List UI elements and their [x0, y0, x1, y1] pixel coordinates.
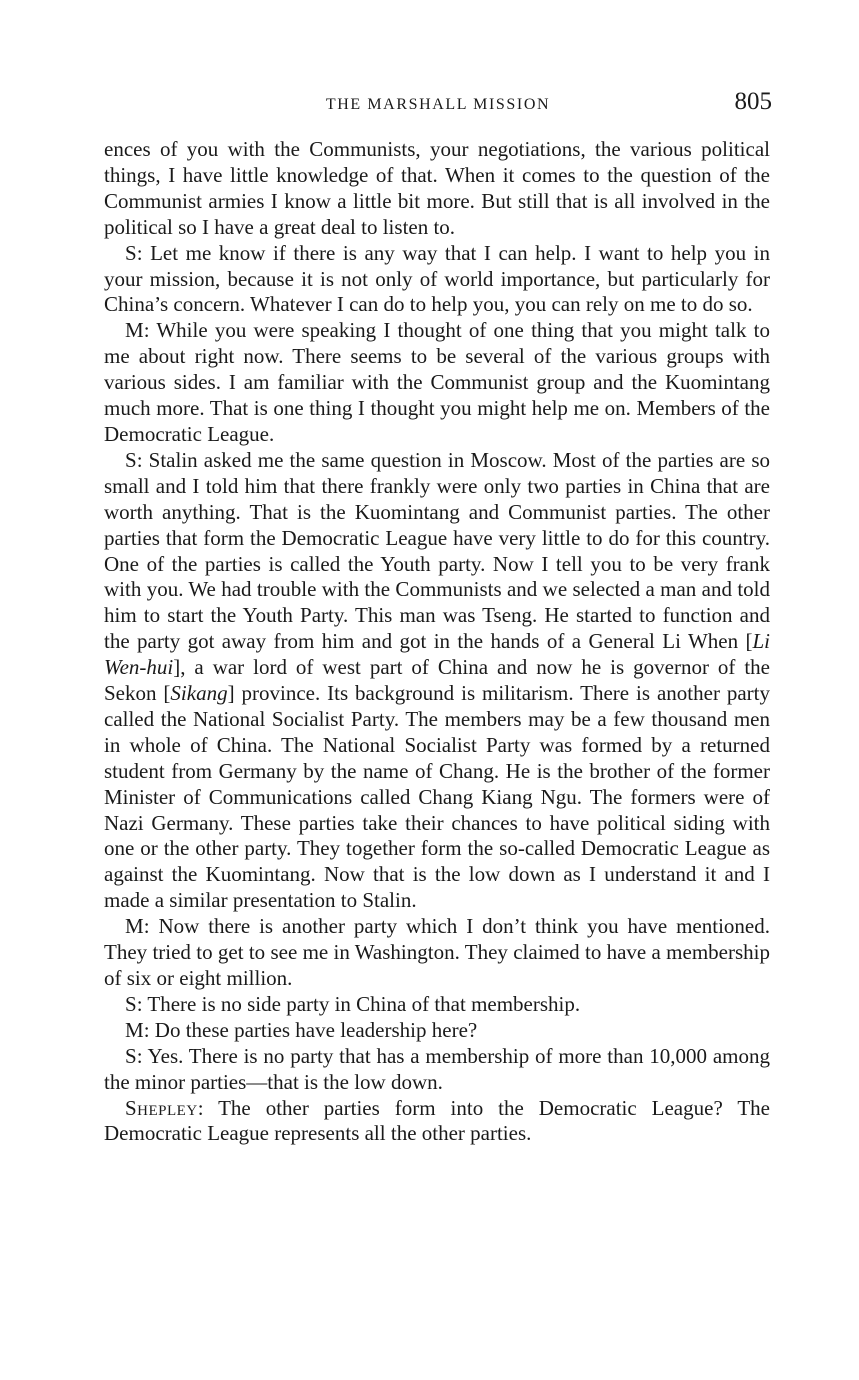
paragraph-continued [104, 137, 770, 241]
dialogue-paragraph [104, 1096, 770, 1148]
body-text [104, 137, 770, 1147]
paragraph-text: : Yes. There is no party that has a membership of more than 10,000 among the minor parties—that is the low down. [104, 1043, 770, 1094]
speaker-label: S [125, 991, 137, 1016]
italic-name: Li Wen-hui [104, 629, 770, 680]
dialogue-paragraph [104, 448, 770, 914]
paragraph-text: ] province. Its background is militarism. There is another party called the National Socialist Party. The members may be a few thousand men in whole of China. The National Socialist Party was formed by a returned student from Germany by the name of Chang. He is the brother of the former Minister of Communications called Chang Kiang Ngu. The formers were of Nazi Germany. These parties take their chances to have political siding with one or the other party. They together form the so-called Democratic League as against the Kuomintang. Now that is the low down as I understand it and I made a similar presentation to Stalin. [104, 681, 771, 913]
running-title: THE MARSHALL MISSION [325, 96, 551, 113]
paragraph-text: ences of you with the Communists, your negotiations, the various political things, I have little knowledge of that. When it comes to the question of the Communist armies I know a little bit more. But still that is all involved in the political so I have a great deal to listen to. [104, 137, 770, 239]
italic-place-name: Sikang [170, 681, 228, 706]
dialogue-paragraph [104, 992, 770, 1018]
dialogue-paragraph [104, 1018, 770, 1044]
speaker-label: S [125, 447, 137, 472]
paragraph-text: : There is no side party in China of that membership. [136, 991, 581, 1016]
speaker-label: Shepley [125, 1095, 198, 1120]
running-head [104, 88, 772, 120]
dialogue-paragraph [104, 1044, 770, 1096]
dialogue-paragraph [104, 241, 770, 319]
paragraph-text: : Do these parties have leadership here? [143, 1017, 478, 1042]
paragraph-text: : While you were speaking I thought of one thing that you might talk to me about right now. There seems to be several of the various groups with various sides. I am familiar with the Communist group and the Kuomintang much more. That is one thing I thought you might help me on. Members of the Democratic League. [104, 318, 770, 446]
paragraph-text: : Stalin asked me the same question in Moscow. Most of the parties are so small and I told him that there frankly were only two parties in China that are worth anything. That is the Kuomintang and Communist parties. The other parties that form the Democratic League have very little to do for this country. One of the parties is called the Youth party. Now I tell you to be very frank with you. We had trouble with the Communists and we selected a man and told him to start the Youth Party. This man was Tseng. He started to function and the party got away from him and got in the hands of a General Li When [ [104, 447, 770, 654]
paragraph-text: ], a war lord of west part of China and now he is governor of the Sekon [ [104, 655, 770, 706]
speaker-label: S [125, 1043, 137, 1068]
speaker-label: S [125, 240, 137, 265]
dialogue-paragraph [104, 318, 770, 448]
paragraph-text: : The other parties form into the Democratic League? The Democratic League represents all the other parties. [104, 1095, 770, 1146]
dialogue-paragraph [104, 914, 770, 992]
speaker-label: M [125, 914, 144, 939]
page-number: 805 [734, 88, 772, 115]
paragraph-text: : Now there is another party which I don’t think you have mentioned. They tried to get to see me in Washington. They claimed to have a membership of six or eight million. [104, 914, 770, 990]
speaker-label: M [125, 318, 144, 343]
paragraph-text: : Let me know if there is any way that I can help. I want to help you in your mission, because it is not only of world importance, but particularly for China’s concern. Whatever I can do to help you, you can rely on me to do so. [104, 240, 770, 317]
speaker-label: M [125, 1017, 144, 1042]
